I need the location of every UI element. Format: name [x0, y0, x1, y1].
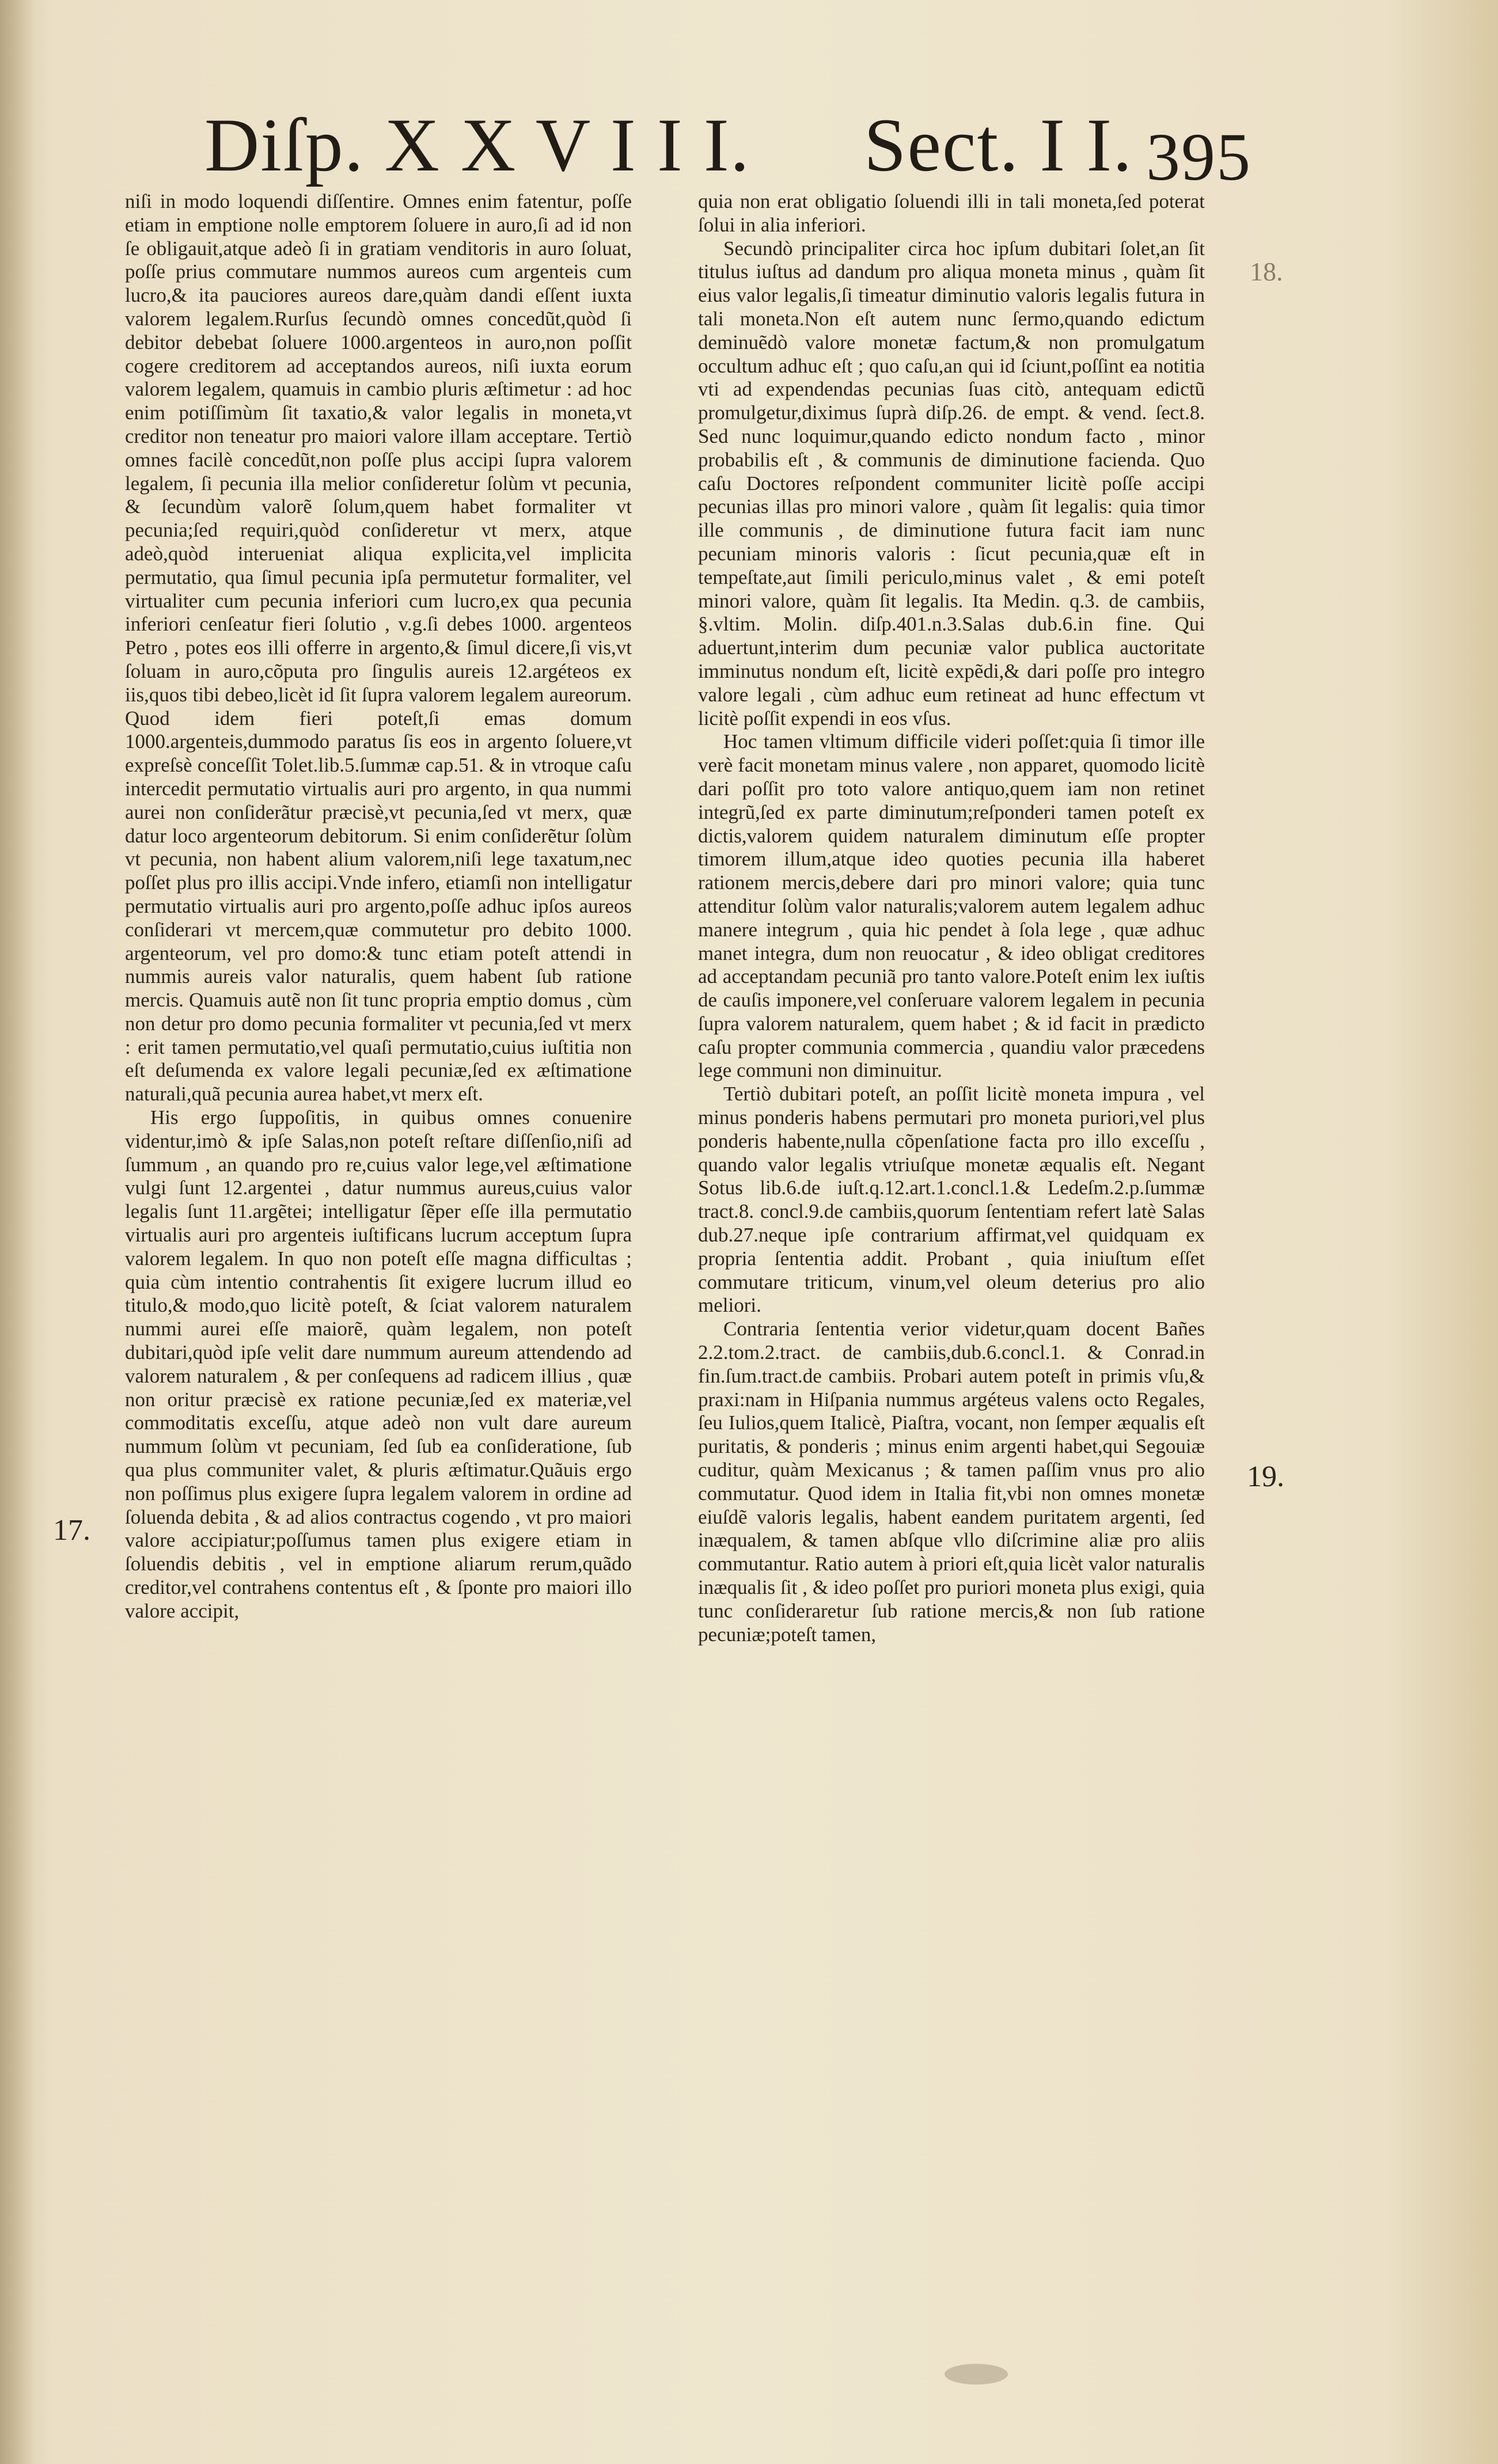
paragraph: Hoc tamen vltimum difficile videri poſſet:quia ſi timor ille verè facit monetam minus valere , non apparet, quomodo licitè dari poſſit pro toto valore antiquo,quem iam non retinet integrũ,ſed ex parte diminutum;reſponderi tamen poteſt ex dictis,valorem quidem naturalem diminutum eſſe propter timorem illum,atque ideo quoties pecunia illa haberet rationem mercis,debere dari pro minori valore; quia tunc attenditur ſolùm valor naturalis;valorem autem legalem adhuc manere integrum , quia hic pendet à ſola lege , quæ adhuc manet integra, dum non reuocatur , & ideo obligat creditores ad acceptandam pecuniã pro tanto valore.Poteſt enim lex iuſtis de cauſis imponere,vel conſeruare valorem legalem in pecunia ſupra valorem naturalem, quem habet ; & id facit in prædicto caſu propter communia commercia , quandiu valor præcedens lege communi non diminuitur. [698, 730, 1205, 1082]
spine-shadow [0, 0, 35, 2464]
margin-number-18: 18. [1250, 257, 1283, 286]
paragraph: Tertiò dubitari poteſt, an poſſit licitè moneta impura , vel minus ponderis habens permutari pro moneta puriori,vel plus ponderis habente,nulla cõpenſatione facta pro illo exceſſu , quando valor legalis vtriuſque monetæ æqualis eſt. Negant Sotus lib.6.de iuſt.q.12.art.1.concl.1.& Ledeſm.2.p.ſummæ tract.8. concl.9.de cambiis,quorum ſententiam refert latè Salas dub.27.neque ipſe contrarium affirmat,vel quidquam ex propria ſententia addit. Probant , quia iniuſtum eſſet commutare triticum, vinum,vel oleum deterius pro alio meliori. [698, 1083, 1205, 1317]
running-header-disputation: Diſp. X X V I I I. [204, 102, 750, 187]
paragraph: niſi in modo loquendi diſſentire. Omnes enim fatentur, poſſe etiam in emptione nolle emptorem ſoluere in auro,ſi ad id non ſe obligauit,atque adeò ſi in gratiam venditoris in auro ſoluat, poſſe prius commutare nummos aureos cum argenteis cum lucro,& ita pauciores aureos dare,quàm dandi eſſent iuxta valorem legalem.Rurſus ſecundò omnes concedũt,quòd ſi debitor debebat ſoluere 1000.argenteos in auro,non poſſit cogere creditorem ad acceptandos aureos, niſi iuxta eorum valorem legalem, quamuis in cambio pluris æſtimetur : ad hoc enim potiſſimùm ſit taxatio,& valor legalis in moneta,vt creditor non teneatur pro maiori valore illam acceptare. Tertiò omnes facilè concedũt,non poſſe plus accipi ſupra valorem legalem, ſi pecunia illa melior conſideretur ſolùm vt pecunia, & ſecundùm valorẽ ſolum,quem habet formaliter vt pecunia;ſed requiri,quòd conſideretur vt merx, atque adeò,quòd interueniat aliqua explicita,vel implicita permutatio, qua ſimul pecunia ipſa permutetur formaliter, vel virtualiter cum pecunia inferiori cum lucro,ex qua pecunia inferiori cenſeatur fieri ſolutio , v.g.ſi debes 1000. argenteos Petro , potes eos illi offerre in argento,& ſimul dicere,ſi vis,vt ſoluam in auro,cõputa pro ſingulis aureis 12.argéteos ex iis,quos tibi debeo,licèt id ſit ſupra valorem legalem aureorum. Quod idem fieri poteſt,ſi emas domum 1000.argenteis,dummodo paratus ſis eos in argento ſoluere,vt expreſsè conceſſit Tolet.lib.5.ſummæ cap.51. & in vtroque caſu intercedit permutatio virtualis auri pro argento, in qua nummi aurei non conſiderãtur præcisè,vt pecunia,ſed vt merx, quæ datur loco argenteorum debitorum. Si enim conſiderẽtur ſolùm vt pecunia, non habent alium valorem,niſi lege taxatum,nec poſſet plus pro illis accipi.Vnde infero, etiamſi non intelligatur permutatio virtualis auri pro argento,poſſe adhuc ipſos aureos conſiderari vt mercem,quæ commutetur pro debito 1000. argenteorum, vel pro domo:& tunc etiam poteſt attendi in nummis aureis valor naturalis, quem habent ſub ratione mercis. Quamuis autẽ non ſit tunc propria emptio domus , cùm non detur pro domo pecunia formaliter vt pecunia,ſed vt merx : erit tamen permutatio,vel quaſi permutatio,cuius iuſtitia non eſt deſumenda ex valore legali pecuniæ,ſed ex æſtimatione naturali,quã pecunia aurea habet,vt merx eſt. [125, 190, 632, 1106]
paragraph: Secundò principaliter circa hoc ipſum dubitari ſolet,an ſit titulus iuſtus ad dandum pro aliqua moneta minus , quàm ſit eius valor legalis,ſi timeatur diminutio valoris legalis futura in tali moneta.Non eſt autem nunc ſermo,quando edictum deminuẽdò valore monetæ factum,& non promulgatum occultum adhuc eſt ; quo caſu,an qui id ſciunt,poſſint ea notitia vti ad expendendas pecunias ſuas citò, antequam edictũ promulgetur,diximus ſuprà diſp.26. de empt. & vend. ſect.8. Sed nunc loquimur,quando edicto nondum facto , minor probabilis eſt , & communis de diminutione facienda. Quo caſu Doctores reſpondent communiter licitè poſſe accipi pecunias illas pro minori valore , quàm ſit legalis: quia timor ille communis , de diminutione futura facit iam nunc pecuniam minoris valoris : ſicut pecunia,quæ eſt in tempeſtate,aut ſimili periculo,minus valet , & emi poteſt minori valore, quàm ſit legalis. Ita Medin. q.3. de cambiis, §.vltim. Molin. diſp.401.n.3.Salas dub.6.in fine. Qui aduertunt,interim dum pecuniæ valor publica auctoritate imminutus nondum eſt, licitè expẽdi,& dari poſſe pro integro valore legali , cùm adhuc eum retineat ad hunc effectum vt licitè poſſit expendi in eos vſus. [698, 237, 1205, 730]
right-column [698, 190, 1205, 1646]
margin-number-19: 19. [1247, 1460, 1284, 1493]
ink-stain [945, 2364, 1008, 2385]
left-column [125, 190, 632, 1623]
margin-number-17: 17. [53, 1514, 90, 1547]
paragraph: quia non erat obligatio ſoluendi illi in tali moneta,ſed poterat ſolui in alia inferiori. [698, 190, 1205, 236]
paragraph: His ergo ſuppoſitis, in quibus omnes conuenire videntur,imò & ipſe Salas,non poteſt reſtare diſſenſio,niſi ad ſummum , an quando pro re,cuius valor lege,vel æſtimatione vulgi ſunt 12.argentei , datur nummus aureus,cuius valor legalis ſunt 11.argẽtei; intelligatur ſẽper eſſe illa permutatio virtualis auri pro argenteis iuſtificans lucrum acceptum ſupra valorem legalem. In quo non poteſt eſſe magna difficultas ; quia cùm intentio contrahentis ſit exigere lucrum illud eo titulo,& modo,quo licitè poteſt, & ſciat valorem naturalem nummi aurei eſſe maiorẽ, quàm legalem, non poteſt dubitari,quòd ipſe velit dare nummum aureum attendendo ad valorem naturalem , & per conſequens ad radicem illius , quæ non oritur præcisè ex ratione pecuniæ,ſed ex materiæ,vel commoditatis exceſſu, atque adeò non vult dare aureum nummum ſolùm vt pecuniam, ſed ſub ea conſideratione, ſub qua plus communiter valet, & pluris æſtimatur.Quãuis ergo non poſſimus plus exigere ſupra legalem valorem in ordine ad ſoluenda debita , & ad alios contractus cogendo , vt pro maiori valore accipiatur;poſſumus tamen plus exigere etiam in ſoluendis debitis , vel in emptione aliarum rerum,quãdo creditor,vel contrahens contentus eſt , & ſponte pro maiori illo valore accipit, [125, 1106, 632, 1622]
running-header-section: Sect. I I. [864, 102, 1133, 187]
paragraph: Contraria ſententia verior videtur,quam docent Bañes 2.2.tom.2.tract. de cambiis,dub.6.concl.1. & Conrad.in fin.ſum.tract.de cambiis. Probari autem poteſt in primis vſu,& praxi:nam in Hiſpania nummus argéteus valens octo Regales, ſeu Iulios,quem Italicè, Piaſtra, vocant, non ſemper æqualis eſt puritatis, & ponderis ; minus enim argenti habet,qui Segouiæ cuditur, quàm Mexicanus ; & tamen paſſim vnus pro alio commutatur. Quod idem in Italia fit,vbi non omnes monetæ eiuſdẽ valoris legalis, habent eandem puritatem argenti, ſed inæqualem, & tamen abſque vllo diſcrimine aliæ pro aliis commutantur. Ratio autem à priori eſt,quia licèt valor naturalis inæqualis ſit , & ideo poſſet pro puriori moneta plus exigi, quia tunc conſideraretur ſub ratione mercis,& non ſub ratione pecuniæ;poteſt tamen, [698, 1318, 1205, 1646]
page-number: 395 [1146, 119, 1252, 195]
